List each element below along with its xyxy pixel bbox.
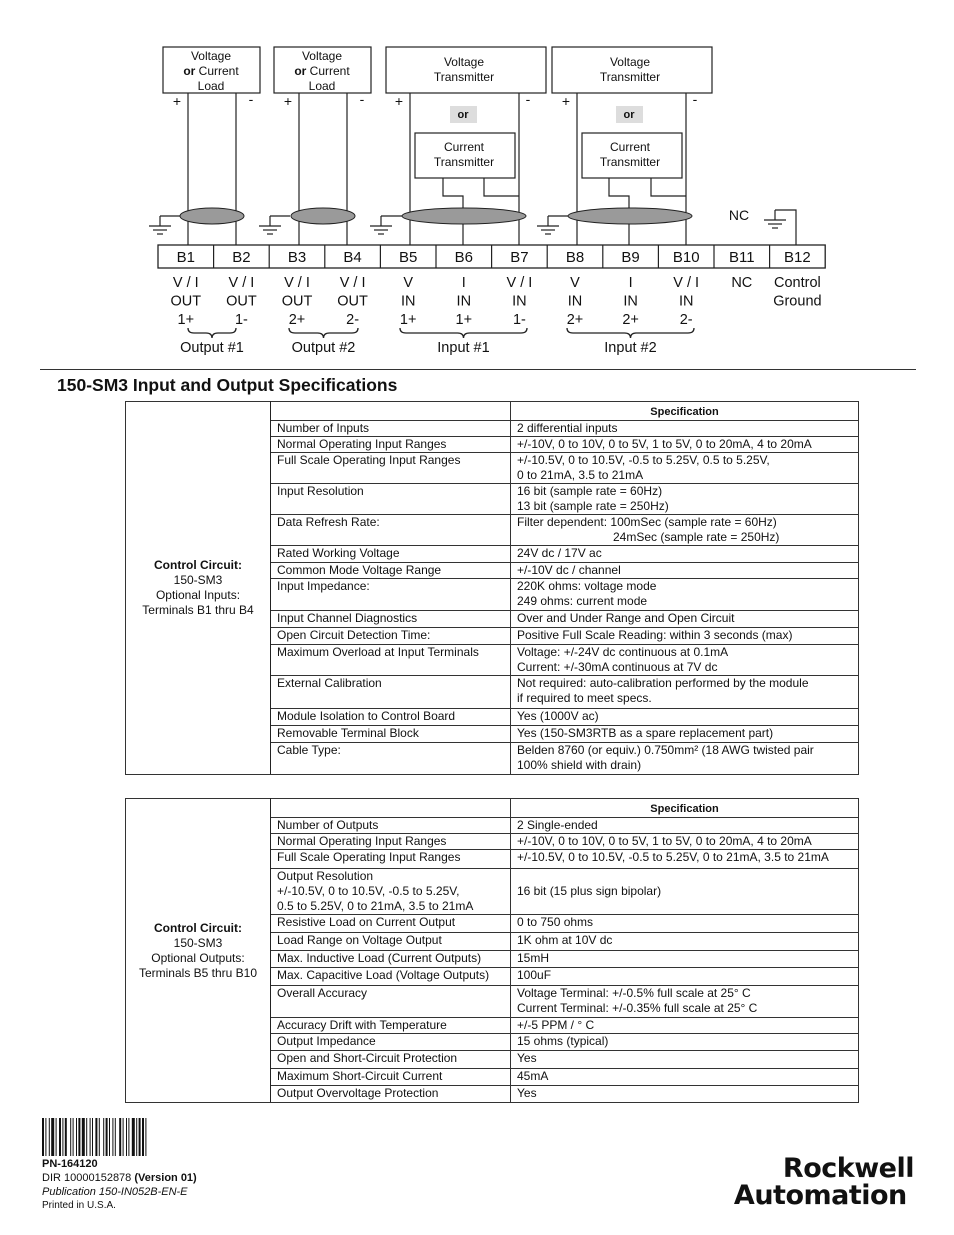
terminal-b12: B12: [784, 249, 811, 266]
spec-header: Specification: [511, 402, 859, 421]
terminal-b11: B11: [729, 249, 755, 266]
param-cell: Open Circuit Detection Time:: [271, 627, 511, 645]
terminal-b5: B5: [399, 249, 418, 266]
barcode-bar: [136, 1118, 137, 1156]
spec-cell: Yes (1000V ac): [511, 708, 859, 725]
terminal-desc: OUT: [337, 293, 368, 310]
ground-icon: [149, 216, 171, 234]
spec-header: Specification: [511, 799, 859, 818]
spec-cell: +/-10.5V, 0 to 10.5V, -0.5 to 5.25V, 0.5 to 5.25V, 0 to 21mA, 3.5 to 21mA: [511, 453, 859, 484]
device-1-line2: or Current: [183, 64, 239, 78]
param-cell: Open and Short-Circuit Protection: [271, 1051, 511, 1069]
terminal-desc: V / I: [339, 275, 366, 291]
barcode-bar: [139, 1118, 141, 1156]
barcode-bar: [78, 1118, 80, 1156]
minus-sign: -: [525, 91, 531, 107]
spec-cell: 15 ohms (typical): [511, 1034, 859, 1051]
terminal-desc: V: [570, 275, 580, 291]
param-cell: Max. Capacitive Load (Voltage Outputs): [271, 968, 511, 986]
barcode-bar: [103, 1118, 104, 1156]
terminal-desc: 2+: [622, 312, 639, 328]
control-circuit-line: Terminals B5 thru B10: [138, 965, 258, 980]
param-cell: Maximum Overload at Input Terminals: [271, 645, 511, 676]
param-cell: Removable Terminal Block: [271, 725, 511, 743]
barcode-bar: [142, 1118, 144, 1156]
barcode-bar: [70, 1118, 71, 1156]
barcode-bar: [49, 1118, 50, 1156]
terminal-desc: 1-: [512, 312, 526, 328]
spec-cell: 16 bit (15 plus sign bipolar): [511, 869, 859, 915]
terminal-desc: IN: [400, 293, 416, 310]
terminal-desc: V / I: [284, 275, 310, 291]
header-empty: [271, 799, 511, 818]
group-braces: [180, 328, 694, 356]
terminal-b9: B9: [621, 249, 640, 266]
current-transmitter-1-line1: Current: [443, 140, 485, 154]
terminal-desc: I: [461, 275, 466, 291]
param-cell: Full Scale Operating Input Ranges: [271, 453, 511, 484]
barcode-bar: [45, 1118, 46, 1156]
group-label: Input #1: [437, 340, 490, 356]
barcode-bar: [145, 1118, 146, 1156]
terminal-desc: V / I: [172, 275, 199, 291]
section-divider: [40, 369, 916, 370]
terminal-desc: 2+: [566, 312, 584, 328]
current-transmitter-2-line2: Transmitter: [599, 155, 661, 169]
printed-in: Printed in U.S.A.: [42, 1200, 116, 1211]
control-circuit-line: 150-SM3: [173, 935, 223, 950]
param-cell: Input Resolution: [271, 484, 511, 515]
terminal-desc: 1+: [399, 312, 417, 328]
param-cell: Full Scale Operating Input Ranges: [271, 850, 511, 869]
nc-label: NC: [728, 207, 750, 223]
spec-cell: 24V dc / 17V ac: [511, 546, 859, 563]
device-2-line2: or Current: [294, 64, 350, 78]
voltage-transmitter-2-line1: Voltage: [609, 55, 651, 69]
terminal-desc: OUT: [226, 293, 257, 310]
param-cell: Output Overvoltage Protection: [271, 1086, 511, 1103]
group-brace: [567, 328, 694, 338]
spec-cell: 220K ohms: voltage mode 249 ohms: current mode: [511, 578, 859, 610]
terminal-desc: I: [628, 275, 633, 291]
param-cell: Rated Working Voltage: [271, 546, 511, 563]
spec-cell: 2 Single-ended: [511, 818, 859, 834]
spec-cell: 0 to 750 ohms: [511, 915, 859, 933]
barcode-bar: [95, 1118, 97, 1156]
output-spec-table: [125, 798, 859, 1103]
logo-line1: Rockwell: [782, 1153, 914, 1184]
terminal-desc: 2+: [288, 312, 306, 328]
spec-cell: Yes: [511, 1051, 859, 1069]
spec-cell: +/-10V dc / channel: [511, 562, 859, 578]
voltage-transmitter-1-line1: Voltage: [443, 55, 485, 69]
barcode-bar: [90, 1118, 91, 1156]
control-circuit-line: Optional Outputs:: [151, 950, 245, 965]
terminal-b6: B6: [454, 249, 473, 266]
input-spec-table: [125, 401, 859, 775]
terminal-desc: Control: [774, 275, 821, 291]
device-1-line3: Load: [197, 79, 225, 93]
spec-cell: Over and Under Range and Open Circuit: [511, 610, 859, 627]
terminal-desc: Ground: [773, 293, 822, 310]
barcode-bar: [42, 1118, 44, 1156]
minus-sign: -: [692, 91, 698, 107]
voltage-transmitter-1-line2: Transmitter: [433, 70, 495, 84]
param-cell: Resistive Load on Current Output: [271, 915, 511, 933]
barcode-bar: [99, 1118, 100, 1156]
ground-icon: [764, 210, 786, 228]
terminal-desc: IN: [512, 293, 527, 310]
control-circuit-cell: [126, 402, 271, 775]
spec-cell: 2 differential inputs: [511, 421, 859, 437]
param-cell: Number of Outputs: [271, 818, 511, 834]
group-label: Input #2: [604, 340, 657, 356]
rockwell-automation-logo: [734, 1155, 914, 1209]
terminal-b1: B1: [176, 249, 195, 266]
current-transmitter-1-line2: Transmitter: [433, 155, 495, 169]
barcode-bar: [112, 1118, 113, 1156]
terminal-b10: B10: [672, 249, 700, 266]
group-brace: [188, 328, 236, 338]
group-label: Output #1: [180, 340, 244, 356]
terminal-desc: V: [403, 275, 414, 291]
terminal-desc: NC: [731, 275, 753, 291]
param-cell: Load Range on Voltage Output: [271, 933, 511, 951]
group-brace: [400, 328, 527, 338]
control-circuit-cell: [126, 799, 271, 1103]
barcode-bar: [86, 1118, 87, 1156]
param-cell: Cable Type:: [271, 743, 511, 775]
terminal-desc: V / I: [506, 275, 533, 291]
device-2-line3: Load: [308, 79, 336, 93]
terminal-b4: B4: [343, 249, 362, 266]
spec-cell: +/-10.5V, 0 to 10.5V, -0.5 to 5.25V, 0 to 21mA, 3.5 to 21mA: [511, 850, 859, 869]
barcode-bar: [62, 1118, 63, 1156]
param-cell: Output Impedance: [271, 1034, 511, 1051]
terminal-desc: IN: [456, 293, 472, 310]
publication: Publication 150-IN052B-EN-E: [42, 1186, 188, 1198]
terminal-strip: [158, 245, 825, 328]
terminal-desc: 1-: [234, 312, 248, 328]
barcode-bar: [119, 1118, 121, 1156]
terminal-desc: 2-: [346, 312, 360, 328]
param-cell: Input Channel Diagnostics: [271, 610, 511, 627]
spec-cell: 100uF: [511, 968, 859, 986]
spec-cell: Belden 8760 (or equiv.) 0.750mm² (18 AWG twisted pair 100% shield with drain): [511, 743, 859, 775]
barcode-bar: [126, 1118, 127, 1156]
barcode: [42, 1118, 192, 1156]
control-circuit-line: Terminals B1 thru B4: [142, 602, 254, 617]
terminal-desc: V / I: [228, 275, 255, 291]
part-number: PN-164120: [42, 1158, 98, 1170]
device-1-line1: Voltage: [190, 49, 232, 63]
plus-sign: +: [561, 93, 571, 109]
terminal-b3: B3: [287, 249, 307, 266]
group-label: Output #2: [291, 340, 356, 356]
spec-cell: Voltage Terminal: +/-0.5% full scale at 25° C Current Terminal: +/-0.35% full scale at 25° C: [511, 986, 859, 1018]
control-circuit-title: Control Circuit:: [154, 920, 242, 935]
ground-icon: [259, 216, 281, 234]
minus-sign: -: [248, 91, 254, 107]
minus-sign: -: [359, 91, 365, 107]
param-cell: Output Resolution +/-10.5V, 0 to 10.5V, -0.5 to 5.25V, 0.5 to 5.25V, 0 to 21mA, 3.5 to 21mA: [271, 869, 511, 915]
plus-sign: +: [283, 93, 293, 109]
control-circuit-line: 150-SM3: [173, 572, 223, 587]
barcode-bar: [73, 1118, 74, 1156]
barcode-bar: [51, 1118, 54, 1156]
spec-cell: +/-5 PPM / ° C: [511, 1017, 859, 1034]
ground-icon: [370, 216, 392, 234]
spec-cell: Positive Full Scale Reading: within 3 seconds (max): [511, 627, 859, 645]
param-cell: Overall Accuracy: [271, 986, 511, 1018]
terminal-desc: V / I: [673, 275, 700, 291]
dir-line: DIR 10000152878 (Version 01): [42, 1172, 197, 1184]
voltage-transmitter-2-line2: Transmitter: [599, 70, 661, 84]
param-cell: Input Impedance:: [271, 578, 511, 610]
barcode-bar: [65, 1118, 67, 1156]
terminal-desc: OUT: [281, 293, 313, 310]
group-brace: [289, 328, 358, 338]
param-cell: Normal Operating Input Ranges: [271, 437, 511, 453]
spec-cell: Yes (150-SM3RTB as a spare replacement part): [511, 725, 859, 743]
barcode-bar: [82, 1118, 85, 1156]
plus-sign: +: [394, 93, 404, 109]
param-cell: Maximum Short-Circuit Current: [271, 1068, 511, 1086]
spec-cell: 16 bit (sample rate = 60Hz) 13 bit (sample rate = 250Hz): [511, 484, 859, 515]
terminal-desc: IN: [678, 293, 694, 310]
spec-cell: 1K ohm at 10V dc: [511, 933, 859, 951]
terminal-desc: 2-: [679, 312, 693, 328]
spec-cell: 15mH: [511, 950, 859, 968]
param-cell: Module Isolation to Control Board: [271, 708, 511, 725]
spec-cell: Filter dependent: 100mSec (sample rate = 60Hz) 24mSec (sample rate = 250Hz): [511, 515, 859, 546]
barcode-bar: [123, 1118, 124, 1156]
device-2-line1: Voltage: [301, 49, 343, 63]
terminal-desc: 1+: [177, 312, 195, 328]
spec-cell: Yes: [511, 1086, 859, 1103]
spec-cell: +/-10V, 0 to 10V, 0 to 5V, 1 to 5V, 0 to 20mA, 4 to 20mA: [511, 437, 859, 453]
param-cell: Max. Inductive Load (Current Outputs): [271, 950, 511, 968]
param-cell: Normal Operating Input Ranges: [271, 834, 511, 850]
barcode-bar: [128, 1118, 129, 1156]
or-label-2: or: [623, 109, 635, 121]
ground-icon: [537, 216, 559, 234]
section-title: 150-SM3 Input and Output Specifications: [57, 375, 398, 395]
barcode-bar: [92, 1118, 93, 1156]
barcode-bar: [109, 1118, 110, 1156]
terminal-desc: IN: [623, 293, 638, 310]
barcode-bar: [115, 1118, 116, 1156]
control-circuit-title: Control Circuit:: [154, 557, 242, 572]
terminal-desc: OUT: [170, 293, 202, 310]
control-circuit-line: Optional Inputs:: [155, 587, 241, 602]
spec-cell: Voltage: +/-24V dc continuous at 0.1mA Current: +/-30mA continuous at 7V dc: [511, 645, 859, 676]
wiring-diagram: [0, 0, 954, 370]
barcode-bar: [106, 1118, 108, 1156]
spec-cell: Not required: auto-calibration performed by the module if required to meet specs.: [511, 676, 859, 709]
plus-sign: +: [172, 93, 182, 109]
terminal-b7: B7: [510, 249, 529, 266]
spec-cell: +/-10V, 0 to 10V, 0 to 5V, 1 to 5V, 0 to 20mA, 4 to 20mA: [511, 834, 859, 850]
barcode-bar: [132, 1118, 135, 1156]
terminal-desc: 1+: [455, 312, 473, 328]
param-cell: Number of Inputs: [271, 421, 511, 437]
terminal-b8: B8: [565, 249, 585, 266]
current-transmitter-2-line1: Current: [609, 140, 651, 154]
terminal-desc: IN: [567, 293, 583, 310]
barcode-bar: [59, 1118, 61, 1156]
footer: [42, 1157, 197, 1213]
param-cell: Accuracy Drift with Temperature: [271, 1017, 511, 1034]
barcode-bar: [76, 1118, 77, 1156]
header-empty: [271, 402, 511, 421]
logo-line2: Automation: [733, 1180, 907, 1211]
terminal-b2: B2: [232, 249, 251, 266]
param-cell: Common Mode Voltage Range: [271, 562, 511, 578]
param-cell: Data Refresh Rate:: [271, 515, 511, 546]
spec-cell: 45mA: [511, 1068, 859, 1086]
barcode-bar: [56, 1118, 57, 1156]
param-cell: External Calibration: [271, 676, 511, 709]
or-label-1: or: [457, 109, 469, 121]
